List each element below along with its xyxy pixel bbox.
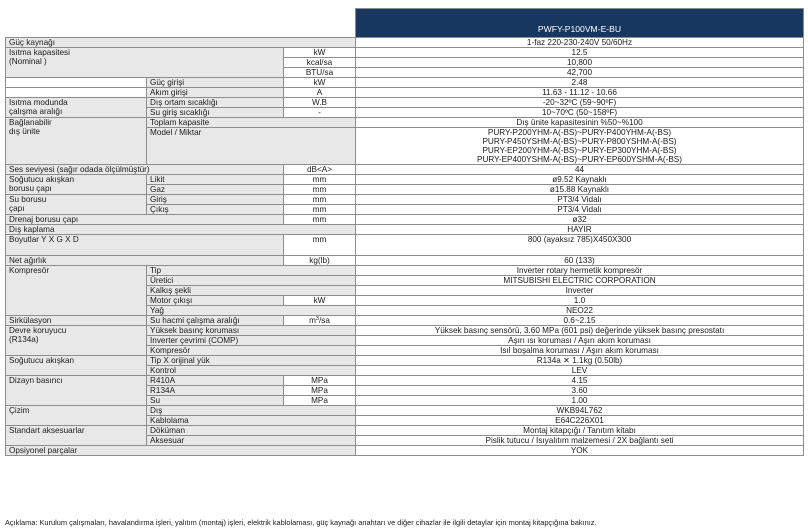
value-capacity-kcal: 10,800 <box>356 57 804 67</box>
unit-btu: BTU/sa <box>284 67 356 77</box>
label-r134a: R134A <box>147 386 284 396</box>
row-weight <box>6 255 804 265</box>
model-range: PURY-P450YSHM-A(-BS)~PURY-P800YSHM-A(-BS) <box>482 136 677 146</box>
unit-mm: mm <box>284 194 356 204</box>
value-document: Montaj kitapçığı / Tanıtım kitabı <box>356 426 804 436</box>
spec-table <box>5 8 804 456</box>
label-optional: Opsiyonel parçalar <box>6 446 356 456</box>
row-liquid <box>6 174 804 184</box>
label-power: Güç kaynağı <box>6 37 356 47</box>
value-oil: NEO22 <box>356 305 804 315</box>
value-power-input: 2.48 <box>356 77 804 87</box>
label-circuit-protection: Devre koruyucu (R134a) <box>6 325 147 355</box>
row-document <box>6 426 804 436</box>
row-current-input <box>6 87 804 97</box>
row-r410a <box>6 376 804 386</box>
label-circulation: Sirkülasyon <box>6 315 147 325</box>
value-total-capacity: Dış ünite kapasitesinin %50~%100 <box>356 117 804 127</box>
unit-wb: W.B <box>284 97 356 107</box>
value-r410a: 4.15 <box>356 376 804 386</box>
row-dimensions <box>6 234 804 255</box>
unit-dba: dB<A> <box>284 164 356 174</box>
label-water-flow: Su hacmi çalışma aralığı <box>147 315 284 325</box>
model-range: PURY-EP200YHM-A(-BS)~PURY-EP300YHM-A(-BS) <box>482 145 677 155</box>
label-design-pressure: Dizayn basıncı <box>6 376 147 406</box>
unit-mpa: MPa <box>284 386 356 396</box>
row-drawing-outer <box>6 406 804 416</box>
value-capacity-btu: 42,700 <box>356 67 804 77</box>
label-current-input: Akım girişi <box>147 87 284 97</box>
label-document: Döküman <box>147 426 356 436</box>
label-outer: Dış <box>147 406 356 416</box>
label-compressor: Kompresör <box>6 265 147 315</box>
row-power <box>6 37 804 47</box>
value-weight: 60 (133) <box>356 255 804 265</box>
label-hp-protection: Yüksek basınç koruması <box>147 325 356 335</box>
label-oil: Yağ <box>147 305 356 315</box>
unit-flow: $m^3/sa$ <box>284 315 356 325</box>
label-control: Kontrol <box>147 365 356 375</box>
label-standard-accessories: Standart aksesuarlar <box>6 426 147 446</box>
label-motor: Motor çıkışı <box>147 295 284 305</box>
unit-motor: kW <box>284 295 356 305</box>
label-inverter-circuit: Inverter çevrimi (COMP) <box>147 335 356 345</box>
label-refrigerant: Soğutucu akışkan <box>6 355 147 375</box>
label-outdoor-temp: Dış ortam sıcaklığı <box>147 97 284 107</box>
value-maker: MITSUBISHI ELECTRIC CORPORATION <box>356 275 804 285</box>
value-comp-protection: Isıl boşalma koruması / Aşırı akım koruması <box>356 345 804 355</box>
unit-dash: - <box>284 107 356 117</box>
value-inlet: PT3/4 Vidalı <box>356 194 804 204</box>
label-water-pipe: Su borusu çapı <box>6 194 147 214</box>
value-power: 1-faz 220-230-240V 50/60Hz <box>356 37 804 47</box>
label-heating-capacity: Isıtma kapasitesi (Nominal ) <box>6 47 284 77</box>
value-charge: R134a ✕ 1.1kg (0.50lb) <box>356 355 804 365</box>
unit-kw: kW <box>284 47 356 57</box>
unit-mm: mm <box>284 214 356 224</box>
value-control: LEV <box>356 365 804 375</box>
unit-mm: mm <box>284 204 356 214</box>
unit-mpa: MPa <box>284 396 356 406</box>
value-optional: YOK <box>356 446 804 456</box>
footnote: Açıklama: Kurulum çalışmaları, havalandırma işleri, yalıtım (montaj) işleri, elektrik kablolaması, güç kaynağı anahtarı ve diğer cihazlar ile ilgili detaylar için montaj kitapçığına bakınız. <box>5 518 597 527</box>
value-outer: WKB94L762 <box>356 406 804 416</box>
label-model-qty: Model / Miktar <box>147 127 356 164</box>
row-power-input <box>6 77 804 87</box>
row-water-inlet-pipe <box>6 194 804 204</box>
label-power-input: Güç girişi <box>147 77 284 87</box>
row-total-capacity <box>6 117 804 127</box>
label-inlet: Giriş <box>147 194 284 204</box>
value-current-input: 11.63 - 11.12 - 10.66 <box>356 87 804 97</box>
label-wiring: Kablolama <box>147 416 356 426</box>
model-range: PURY-EP400YSHM-A(-BS)~PURY-EP600YSHM-A(-BS) <box>477 154 682 164</box>
value-comp-type: Inverter rotary hermetik kompresör <box>356 265 804 275</box>
row-outdoor-temp <box>6 97 804 107</box>
unit-mm: mm <box>284 234 356 255</box>
unit-kcal: kcal/sa <box>284 57 356 67</box>
value-wiring: E64C226X01 <box>356 416 804 426</box>
value-start: Inverter <box>356 285 804 295</box>
label-comp-type: Tip <box>147 265 356 275</box>
value-accessory: Pislik tutucu / Isıyalıtım malzemesi / 2X bağlantı seti <box>356 436 804 446</box>
model-range: PURY-P200YHM-A(-BS)~PURY-P400YHM-A(-BS) <box>487 127 672 137</box>
label-connectable: Bağlanabilir dış ünite <box>6 117 147 164</box>
label-comp-protection: Kompresör <box>147 345 356 355</box>
label-dimensions: Boyutlar Y X G X D <box>6 234 284 255</box>
value-r134a: 3.60 <box>356 386 804 396</box>
row-cover <box>6 224 804 234</box>
row-circulation <box>6 315 804 325</box>
model-header: PWFY-P100VM-E-BU <box>356 9 804 38</box>
row-sound <box>6 164 804 174</box>
value-liquid: ø9.52 Kaynaklı <box>356 174 804 184</box>
row-hp-protection <box>6 325 804 335</box>
row-refrigerant-charge <box>6 355 804 365</box>
value-motor: 1.0 <box>356 295 804 305</box>
row-drain <box>6 214 804 224</box>
row-capacity-kw <box>6 47 804 57</box>
value-cover: HAYIR <box>356 224 804 234</box>
value-inverter-circuit: Aşırı ısı koruması / Aşırı akım koruması <box>356 335 804 345</box>
value-water-flow: 0.6~2.15 <box>356 315 804 325</box>
label-liquid: Likit <box>147 174 284 184</box>
unit-mm: mm <box>284 184 356 194</box>
unit-mm: mm <box>284 174 356 184</box>
value-water-inlet: 10~70ºC (50~158ºF) <box>356 107 804 117</box>
label-cover: Dış kaplama <box>6 224 356 234</box>
value-outdoor-temp: -20~32ºC (59~90ºF) <box>356 97 804 107</box>
unit-current: A <box>284 87 356 97</box>
label-water-inlet: Su giriş sıcaklığı <box>147 107 284 117</box>
label-water-pressure: Su <box>147 396 284 406</box>
unit-kg: kg(lb) <box>284 255 356 265</box>
value-dimensions: 800 (ayaksız 785)X450X300 <box>356 234 804 255</box>
unit-mpa: MPa <box>284 376 356 386</box>
value-models <box>356 127 804 164</box>
value-capacity-kw: 12.5 <box>356 47 804 57</box>
label-start: Kalkış şekli <box>147 285 356 295</box>
value-water-pressure: 1.00 <box>356 396 804 406</box>
label-total-capacity: Toplam kapasite <box>147 117 356 127</box>
value-outlet: PT3/4 Vidalı <box>356 204 804 214</box>
label-weight: Net ağırlık <box>6 255 284 265</box>
value-sound: 44 <box>356 164 804 174</box>
unit-power-input: kW <box>284 77 356 87</box>
label-ref-pipe: Soğutucu akışkan borusu çapı <box>6 174 147 194</box>
label-accessory: Aksesuar <box>147 436 356 446</box>
header-row <box>6 9 804 38</box>
label-outlet: Çıkış <box>147 204 284 214</box>
label-drain: Drenaj borusu çapı <box>6 214 284 224</box>
label-heating-range: Isıtma modunda çalışma aralığı <box>6 97 147 117</box>
label-gas: Gaz <box>147 184 284 194</box>
row-comp-type <box>6 265 804 275</box>
value-hp-protection: Yüksek basınç sensörü, 3.60 MPa (601 psi) değerinde yüksek basınç presostatı <box>356 325 804 335</box>
value-drain: ø32 <box>356 214 804 224</box>
label-r410a: R410A <box>147 376 284 386</box>
label-drawing: Çizim <box>6 406 147 426</box>
label-sound: Ses seviyesi (sağır odada ölçülmüştür) <box>6 164 284 174</box>
row-optional <box>6 446 804 456</box>
label-maker: Üretici <box>147 275 356 285</box>
value-gas: ø15.88 Kaynaklı <box>356 184 804 194</box>
label-type-charge: Tip X orijinal yük <box>147 355 356 365</box>
